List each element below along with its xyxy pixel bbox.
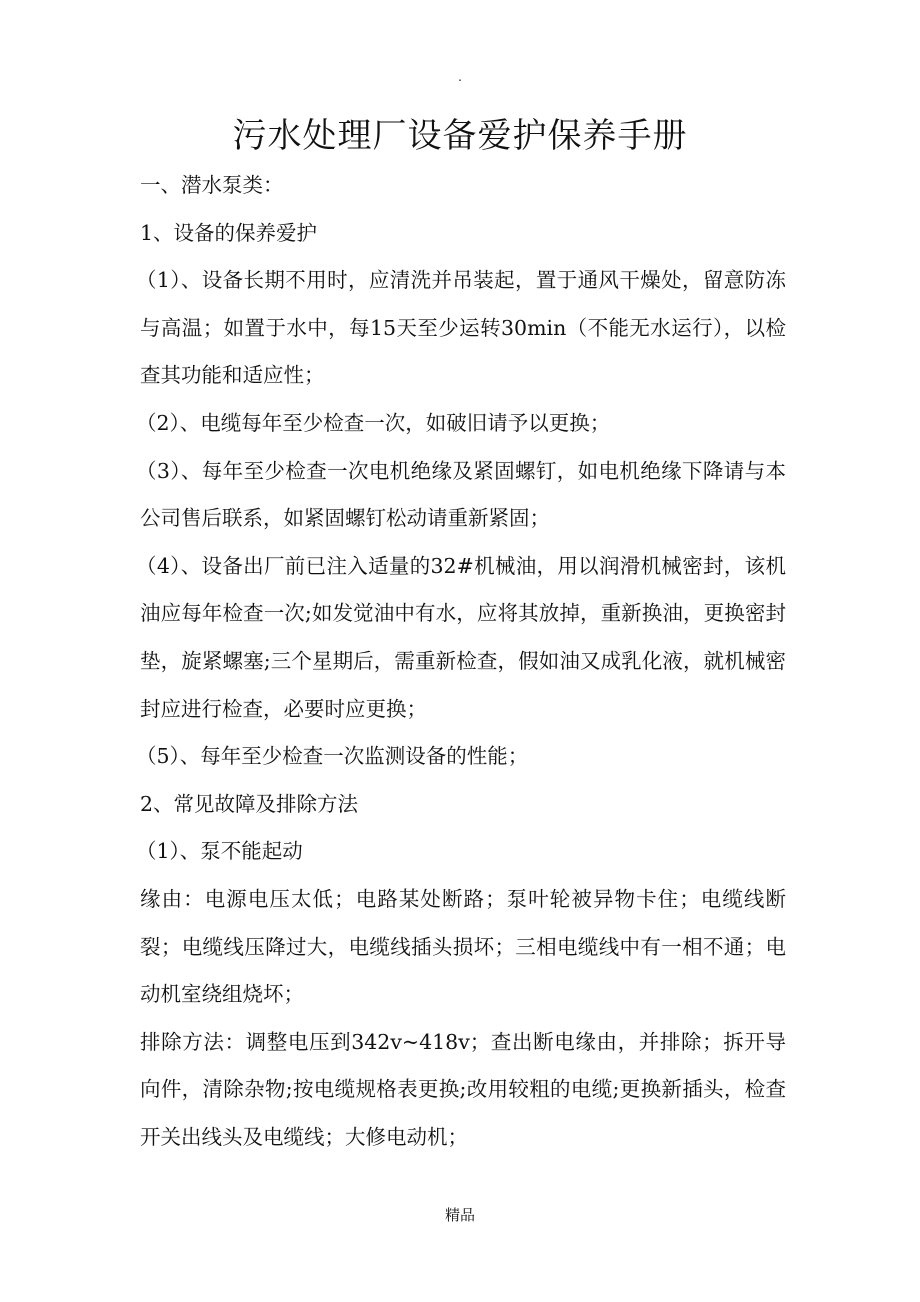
maintenance-item-2: （2）、电缆每年至少检查一次，如破旧请予以更换； <box>136 410 611 435</box>
document-body <box>136 162 786 1161</box>
maintenance-item-1: （1）、设备长期不用时，应清洗并吊装起，置于通风干燥处，留意防冻与高温；如置于水中，每15天至少运转30min（不能无水运行），以检查其功能和适应性； <box>136 268 786 388</box>
maintenance-item-3: （3）、每年至少检查一次电机绝缘及紧固螺钉，如电机绝缘下降请与本公司售后联系，如紧固螺钉松动请重新紧固； <box>136 458 786 531</box>
fault-cause-1: 缘由：电源电压太低；电路某处断路；泵叶轮被异物卡住；电缆线断裂；电缆线压降过大，电缆线插头损坏；三相电缆线中有一相不通；电动机室绕组烧坏； <box>140 886 786 1007</box>
document-title: 污水处理厂设备爱护保养手册 <box>232 116 688 156</box>
section-heading: 一、潜水泵类： <box>140 173 284 197</box>
header-mark: . <box>458 70 462 84</box>
maintenance-item-4: （4）、设备出厂前已注入适量的32#机械油，用以润滑机械密封，该机油应每年检查一次;如发觉油中有水，应将其放掉，重新换油，更换密封垫，旋紧螺塞;三个星期后，需重新检查，假如油又成乳化液，就机械密封应进行检查，必要时应更换； <box>136 553 786 721</box>
maintenance-item-5: （5）、每年至少检查一次监测设备的性能； <box>136 744 529 769</box>
footer-label: 精品 <box>444 1206 475 1224</box>
fault-fix-1: 排除方法：调整电压到342v~418v；查出断电缘由，并排除；拆开导向件，清除杂物;按电缆规格表更换;改用较粗的电缆;更换新插头，检查开关出线头及电缆线；大修电动机； <box>140 1029 786 1149</box>
fault-heading-1: （1）、泵不能起动 <box>136 839 303 864</box>
subsection-heading-2: 2、常见故障及排除方法 <box>140 791 359 816</box>
subsection-heading: 1、设备的保养爱护 <box>140 220 318 245</box>
